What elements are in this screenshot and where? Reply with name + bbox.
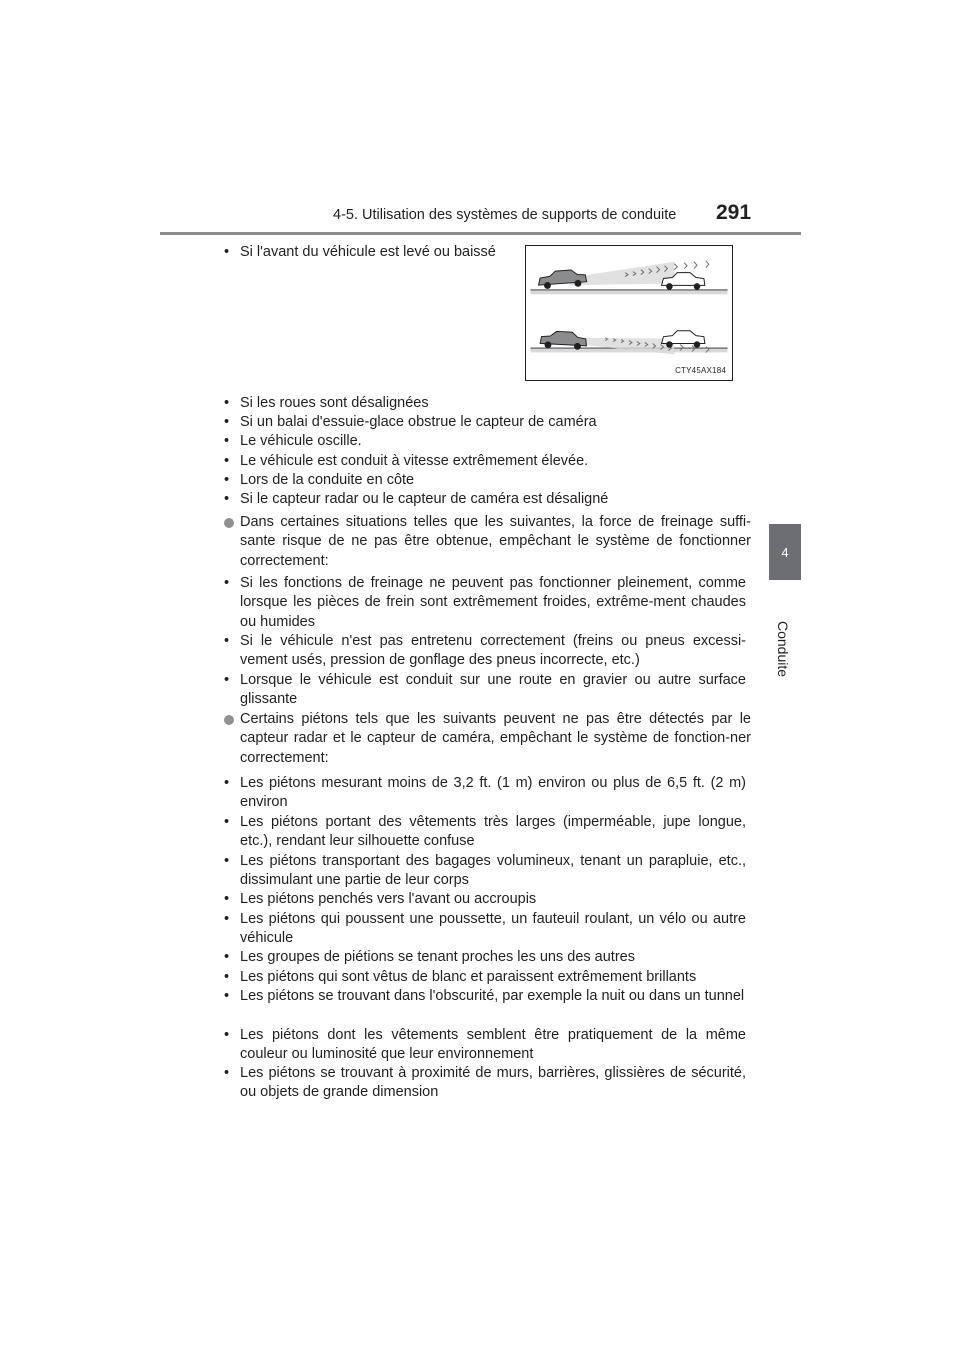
chapter-label: Conduite xyxy=(775,620,792,678)
chapter-number: 4 xyxy=(781,544,789,560)
list-item: • Les piétons qui sont vêtus de blanc et paraissent extrêmement brillants xyxy=(240,968,746,987)
list-item: • Les piétons transportant des bagages volumineux, tenant un parapluie, etc., dissimulant une partie de leur corps xyxy=(224,853,746,889)
bullet: • xyxy=(224,433,230,449)
chapter-tab xyxy=(769,524,801,580)
bullet: • xyxy=(224,414,230,430)
figure-code: CTY45AX184 xyxy=(675,366,726,375)
list-item: • Les piétons penchés vers l'avant ou accroupis xyxy=(240,890,746,909)
bullet: • xyxy=(224,633,230,649)
list-item: • Si le capteur radar ou le capteur de caméra est désaligné xyxy=(240,490,746,509)
bullet: • xyxy=(224,775,230,791)
bullet: • xyxy=(224,244,230,260)
bullet: • xyxy=(224,395,230,411)
circle-bullet-icon xyxy=(224,518,234,528)
header-rule xyxy=(160,232,801,235)
circle-bullet-icon xyxy=(224,715,234,725)
bullet: • xyxy=(224,969,230,985)
list-item: • Le véhicule est conduit à vitesse extrêmement élevée. xyxy=(240,452,746,471)
list-item: • Si un balai d'essuie-glace obstrue le capteur de caméra xyxy=(240,413,746,432)
bullet: • xyxy=(224,853,230,869)
list-item: • Lors de la conduite en côte xyxy=(240,471,746,490)
bullet: • xyxy=(224,1027,230,1043)
section-title: 4-5. Utilisation des systèmes de supports de conduite xyxy=(333,207,677,223)
list-item: • Lorsque le véhicule est conduit sur une route en gravier ou autre surface glissante xyxy=(224,672,746,708)
list-item: • Si le véhicule n'est pas entretenu correctement (freins ou pneus excessi-vement usés, pression de gonflage des pneus incorrecte, etc.) xyxy=(224,633,746,669)
bullet: • xyxy=(224,672,230,688)
bullet: • xyxy=(224,453,230,469)
bullet: • xyxy=(224,575,230,591)
list-item: • Les piétons portant des vêtements très larges (imperméable, jupe longue, etc.), rendant leur silhouette confuse xyxy=(224,814,746,850)
bullet: • xyxy=(224,472,230,488)
list-item: • Les groupes de piétions se tenant proches les uns des autres xyxy=(240,948,746,967)
list-item: • Les piétons se trouvant à proximité de murs, barrières, glissières de sécurité, ou objets de grande dimension xyxy=(224,1065,746,1101)
list-item: • Les piétons mesurant moins de 3,2 ft. (1 m) environ ou plus de 6,5 ft. (2 m) environ xyxy=(224,775,746,811)
bullet: • xyxy=(224,949,230,965)
radar-tilt-illustration xyxy=(525,245,733,381)
list-item: • Les piétons se trouvant dans l'obscurité, par exemple la nuit ou dans un tunnel xyxy=(240,987,746,1006)
list-item: • Si les fonctions de freinage ne peuvent pas fonctionner pleinement, comme lorsque les pièces de frein sont extrêmement froides, extrême-ment chaudes ou humides xyxy=(224,575,746,630)
list-item: • Si l'avant du véhicule est levé ou baissé xyxy=(240,243,504,262)
paragraph: Dans certaines situations telles que les suivantes, la force de freinage suffi-sante risque de ne pas être obtenue, empêchant le système de fonctionner correctement: xyxy=(240,513,751,571)
list-item: • Si les roues sont désalignées xyxy=(240,394,746,413)
paragraph: Certains piétons tels que les suivants peuvent ne pas être détectés par le capteur radar et le capteur de caméra, empêchant le système de fonction-ner correctement: xyxy=(240,710,751,768)
car-radar-diagram xyxy=(526,246,732,380)
bullet: • xyxy=(224,988,230,1004)
bullet: • xyxy=(224,491,230,507)
list-item: • Les piétons qui poussent une poussette, un fauteuil roulant, un vélo ou autre véhicule xyxy=(224,911,746,947)
bullet: • xyxy=(224,911,230,927)
bullet: • xyxy=(224,814,230,830)
page-number: 291 xyxy=(716,201,752,224)
list-item: • Les piétons dont les vêtements semblent être pratiquement de la même couleur ou luminosité que leur environnement xyxy=(224,1027,746,1063)
bullet: • xyxy=(224,891,230,907)
list-item: • Le véhicule oscille. xyxy=(240,432,746,451)
bullet: • xyxy=(224,1065,230,1081)
